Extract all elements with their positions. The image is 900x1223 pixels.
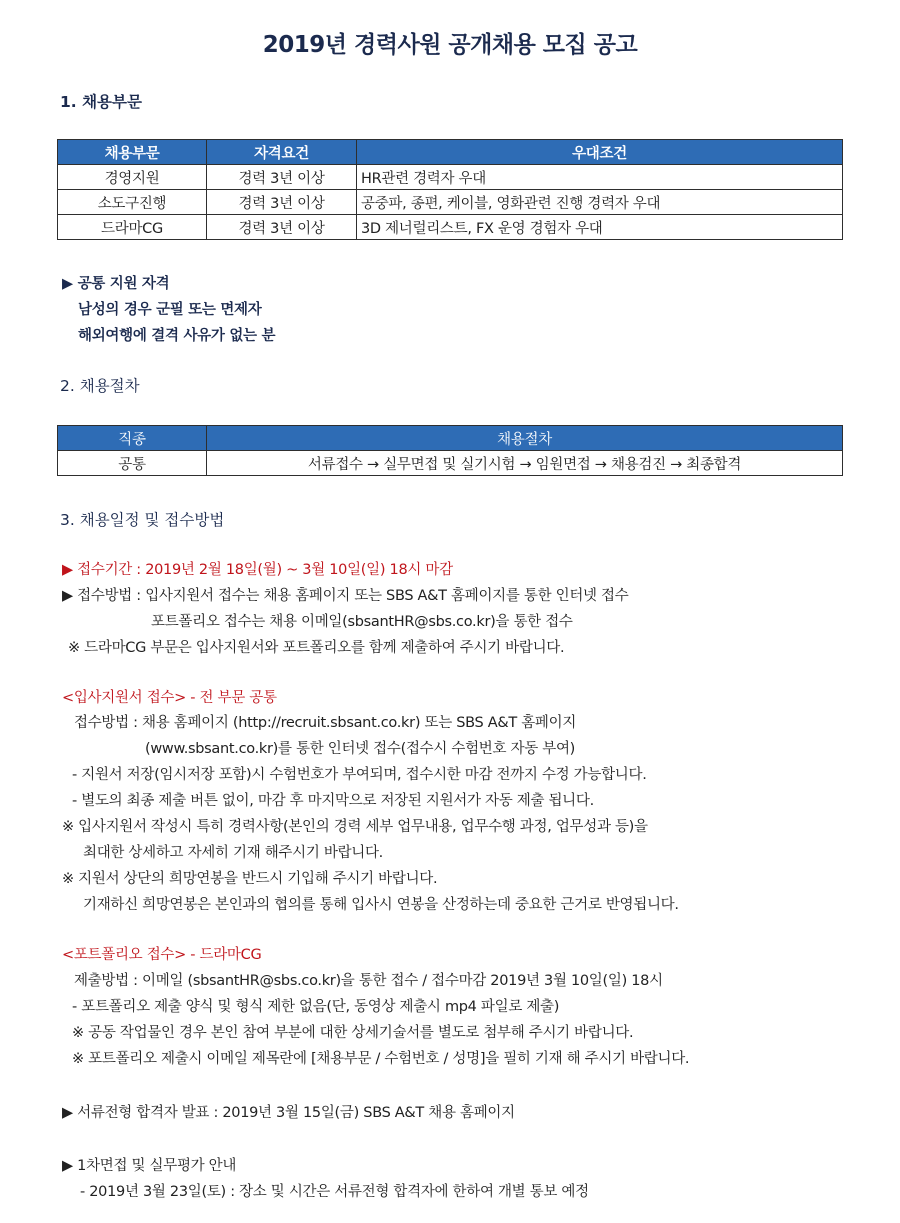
section-heading-process: 2. 채용절차 xyxy=(60,377,140,395)
common-qualification-line: 해외여행에 결격 사유가 없는 분 xyxy=(78,328,276,344)
portfolio-heading: <포트폴리오 접수> - 드라마CG xyxy=(62,947,262,963)
common-qualification-line: 남성의 경우 군필 또는 면제자 xyxy=(78,302,262,318)
application-form-line: 기재하신 희망연봉은 본인과의 협의를 통해 입사시 연봉을 산정하는데 중요한 근거로 반영됩니다. xyxy=(83,897,679,913)
table-cell: HR관련 경력자 우대 xyxy=(357,165,843,190)
interview-detail: - 2019년 3월 23일(토) : 장소 및 시간은 서류전형 합격자에 한하여 개별 통보 예정 xyxy=(80,1184,589,1200)
application-form-line: 접수방법 : 채용 홈페이지 (http://recruit.sbsant.co.kr) 또는 SBS A&T 홈페이지 xyxy=(74,715,577,731)
application-form-line: - 별도의 최종 제출 버튼 없이, 마감 후 마지막으로 저장된 지원서가 자동 제출 됩니다. xyxy=(72,793,594,809)
page-title: 2019년 경력사원 공개채용 모집 공고 xyxy=(262,32,638,58)
process-table xyxy=(57,425,843,476)
table-row xyxy=(58,451,843,476)
application-method-portfolio: 포트폴리오 접수는 채용 이메일(sbsantHR@sbs.co.kr)을 통한 접수 xyxy=(151,614,573,630)
table-header-row xyxy=(58,426,843,451)
application-form-line: ※ 지원서 상단의 희망연봉을 반드시 기입해 주시기 바랍니다. xyxy=(62,871,438,887)
table-cell: 경력 3년 이상 xyxy=(207,165,357,190)
application-form-line: ※ 입사지원서 작성시 특히 경력사항(본인의 경력 세부 업무내용, 업무수행 과정, 업무성과 등)을 xyxy=(62,819,648,835)
table-cell: 3D 제너럴리스트, FX 운영 경험자 우대 xyxy=(357,215,843,240)
application-form-heading: <입사지원서 접수> - 전 부문 공통 xyxy=(62,690,277,706)
portfolio-line: ※ 포트폴리오 제출시 이메일 제목란에 [채용부문 / 수험번호 / 성명]을 필히 기재 해 주시기 바랍니다. xyxy=(72,1051,690,1067)
common-qualification-label: ▶ 공통 지원 자격 xyxy=(62,276,170,292)
portfolio-line: ※ 공동 작업물인 경우 본인 참여 부분에 대한 상세기술서를 별도로 첨부해 주시기 바랍니다. xyxy=(72,1025,634,1041)
table-cell: 서류접수 → 실무면접 및 실기시험 → 임원면접 → 채용검진 → 최종합격 xyxy=(207,451,843,476)
table-cell: 소도구진행 xyxy=(58,190,207,215)
table-header-cell: 우대조건 xyxy=(357,140,843,165)
table-cell: 경력 3년 이상 xyxy=(207,215,357,240)
table-row xyxy=(58,165,843,190)
table-header-cell: 채용부문 xyxy=(58,140,207,165)
portfolio-line: - 포트폴리오 제출 양식 및 형식 제한 없음(단, 동영상 제출시 mp4 파일로 제출) xyxy=(72,999,560,1015)
table-header-row xyxy=(58,140,843,165)
table-header-cell: 채용절차 xyxy=(207,426,843,451)
table-cell: 드라마CG xyxy=(58,215,207,240)
table-cell: 경영지원 xyxy=(58,165,207,190)
table-header-cell: 자격요건 xyxy=(207,140,357,165)
application-period: ▶ 접수기간 : 2019년 2월 18일(월) ~ 3월 10일(일) 18시 마감 xyxy=(62,562,453,578)
recruit-field-table xyxy=(57,139,843,240)
table-cell: 경력 3년 이상 xyxy=(207,190,357,215)
section-heading-schedule: 3. 채용일정 및 접수방법 xyxy=(60,511,225,529)
table-row xyxy=(58,215,843,240)
table-row xyxy=(58,190,843,215)
application-form-line: - 지원서 저장(임시저장 포함)시 수험번호가 부여되며, 접수시한 마감 전까지 수정 가능합니다. xyxy=(72,767,647,783)
application-method: ▶ 접수방법 : 입사지원서 접수는 채용 홈페이지 또는 SBS A&T 홈페이지를 통한 인터넷 접수 xyxy=(62,588,629,604)
table-header-cell: 직종 xyxy=(58,426,207,451)
table-cell: 공중파, 종편, 케이블, 영화관련 진행 경력자 우대 xyxy=(357,190,843,215)
interview-notice: ▶ 1차면접 및 실무평가 안내 xyxy=(62,1158,237,1174)
portfolio-line: 제출방법 : 이메일 (sbsantHR@sbs.co.kr)을 통한 접수 / 접수마감 2019년 3월 10일(일) 18시 xyxy=(74,973,663,989)
application-form-line: (www.sbsant.co.kr)를 통한 인터넷 접수(접수시 수험번호 자동 부여) xyxy=(145,741,576,757)
document-result-notice: ▶ 서류전형 합격자 발표 : 2019년 3월 15일(금) SBS A&T 채용 홈페이지 xyxy=(62,1105,515,1121)
section-heading-recruit-field: 1. 채용부문 xyxy=(60,93,142,111)
cg-note: ※ 드라마CG 부문은 입사지원서와 포트폴리오를 함께 제출하여 주시기 바랍니다. xyxy=(68,640,565,656)
application-form-line: 최대한 상세하고 자세히 기재 해주시기 바랍니다. xyxy=(83,845,383,861)
table-cell: 공통 xyxy=(58,451,207,476)
